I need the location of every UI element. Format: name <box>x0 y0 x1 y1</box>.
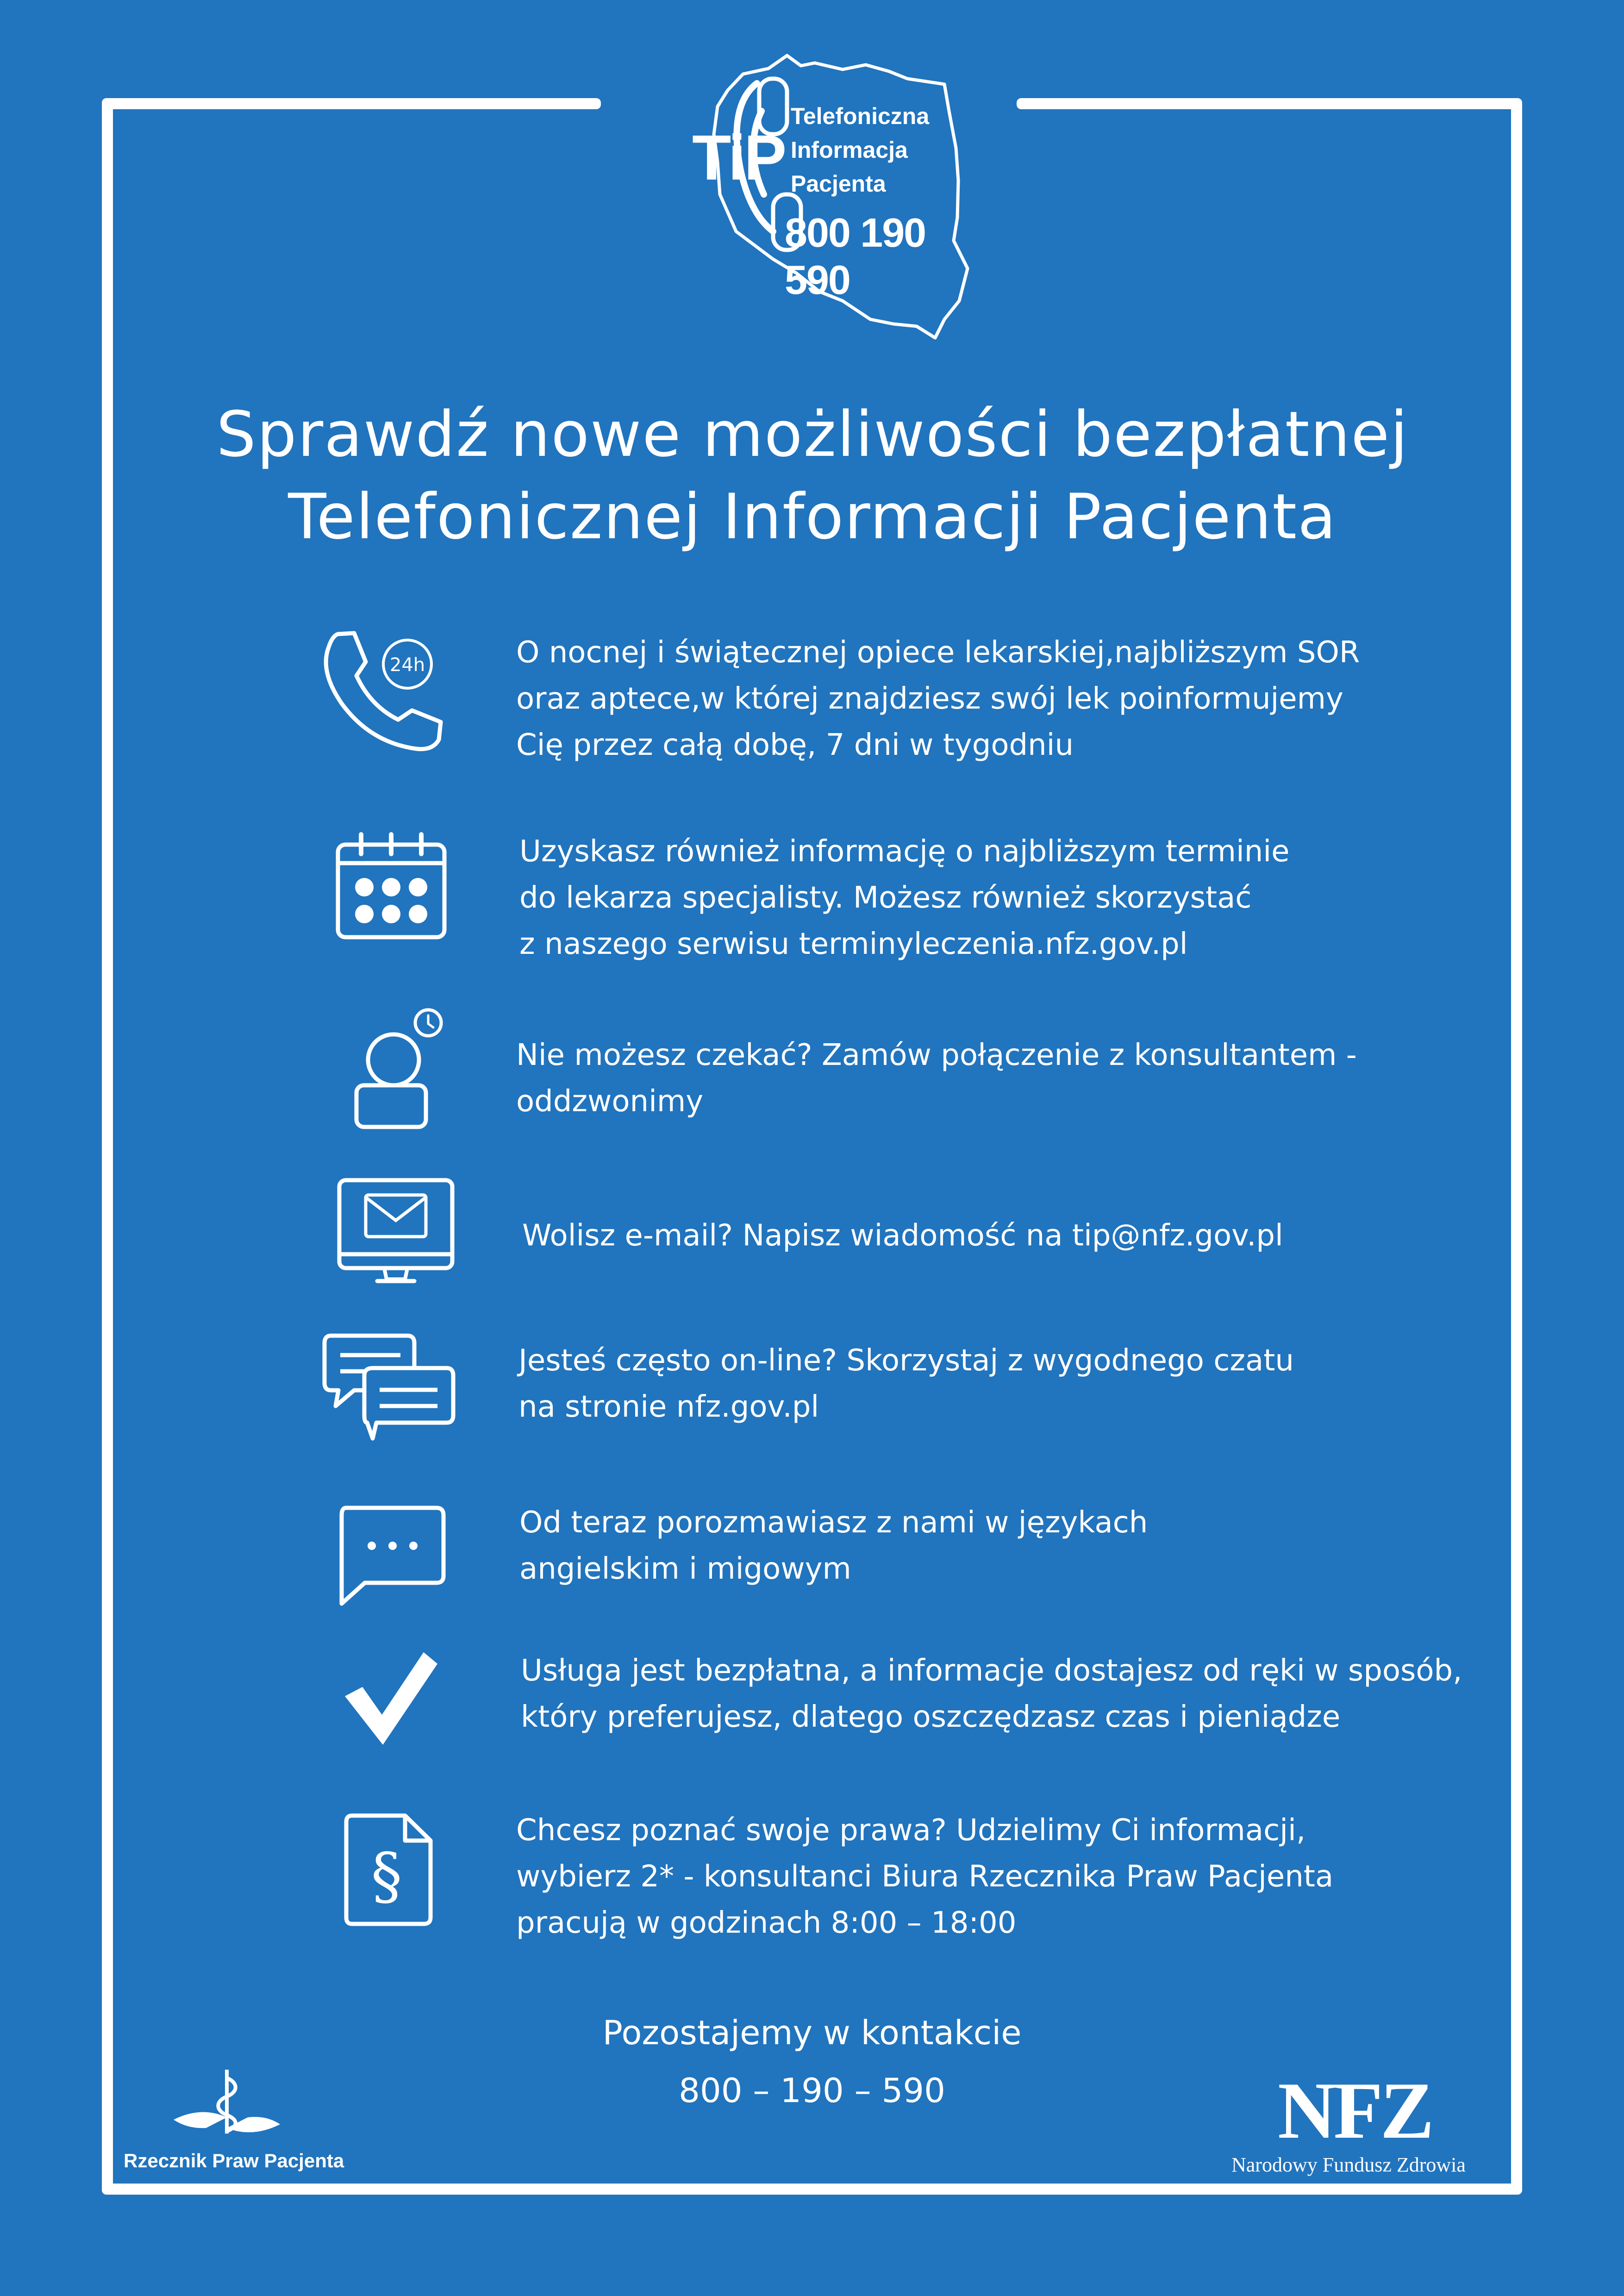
badge-24h: 24h <box>389 654 425 676</box>
tip-line-1: Telefoniczna <box>791 103 930 129</box>
rpp-logo <box>118 2069 344 2180</box>
tip-line-2: Informacja <box>791 137 908 163</box>
tip-line-3: Pacjenta <box>791 171 886 197</box>
frame-left <box>102 98 113 2195</box>
frame-bottom <box>102 2184 1522 2195</box>
phone-24h-icon <box>319 629 449 754</box>
nfz-logo <box>1222 2066 1509 2180</box>
nfz-letters: NFZ <box>1278 2066 1431 2155</box>
rpp-emblem-icon <box>169 2069 289 2147</box>
frame-top-left <box>102 98 601 109</box>
headline-line-1: Sprawdź nowe możliwości bezpłatnej <box>216 398 1409 471</box>
paragraph-sign: § <box>371 1840 402 1912</box>
feature-free-service-text: Usługa jest bezpłatna, a informacje dostajesz od ręki w sposób, który preferujesz, dlatego oszczędzasz czas i pieniądze <box>521 1654 1462 1734</box>
checkmark-icon <box>345 1652 437 1749</box>
tip-phone: 800 190 590 <box>785 210 926 303</box>
headline-line-2: Telefonicznej Informacji Pacjenta <box>288 480 1337 553</box>
paragraph-document-icon <box>343 1812 435 1928</box>
nfz-name: Narodowy Fundusz Zdrowia <box>1231 2153 1466 2176</box>
feature-email-text: Wolisz e-mail? Napisz wiadomość na tip@nfz.gov.pl <box>522 1219 1283 1253</box>
frame-right <box>1511 98 1522 2195</box>
tip-logo <box>648 42 972 347</box>
frame-top-right <box>1017 98 1522 109</box>
feature-specialist-term-text: Uzyskasz również informację o najbliższym terminie do lekarza specjalisty. Możesz również skorzystać z naszego serwisu terminyleczenia.nfz.gov.pl <box>519 834 1290 961</box>
chat-bubbles-icon <box>322 1332 456 1443</box>
feature-callback-text: Nie możesz czekać? Zamów połączenie z konsultantem - oddzwonimy <box>516 1038 1357 1119</box>
feature-chat-text: Jesteś często on-line? Skorzystaj z wygodnego czatu na stronie nfz.gov.pl <box>518 1344 1294 1424</box>
email-monitor-icon <box>336 1176 456 1288</box>
feature-languages-text: Od teraz porozmawiasz z nami w językach angielskim i migowym <box>519 1506 1148 1586</box>
speech-bubble-dots-icon <box>337 1504 448 1606</box>
calendar-icon <box>333 831 449 942</box>
feature-patient-rights-text: Chcesz poznać swoje prawa? Udzielimy Ci informacji, wybierz 2* - konsultanci Biura Rzecznika Praw Pacjenta pracują w godzinach 8:00 – 18:00 <box>516 1813 1334 1940</box>
callback-person-icon <box>352 1009 449 1129</box>
headline <box>120 393 1505 558</box>
contact-phone: 800 – 190 – 590 <box>679 2071 945 2110</box>
tip-letters: TiP <box>692 122 785 193</box>
feature-24h-text: O nocnej i świątecznej opiece lekarskiej,najbliższym SOR oraz aptece,w której znajdziesz swój lek poinformujemy Cię przez całą dobę, 7 dni w tygodniu <box>516 635 1360 762</box>
rpp-name: Rzecznik Praw Pacjenta <box>124 2150 344 2172</box>
contact-line: Pozostajemy w kontakcie <box>602 2013 1022 2052</box>
